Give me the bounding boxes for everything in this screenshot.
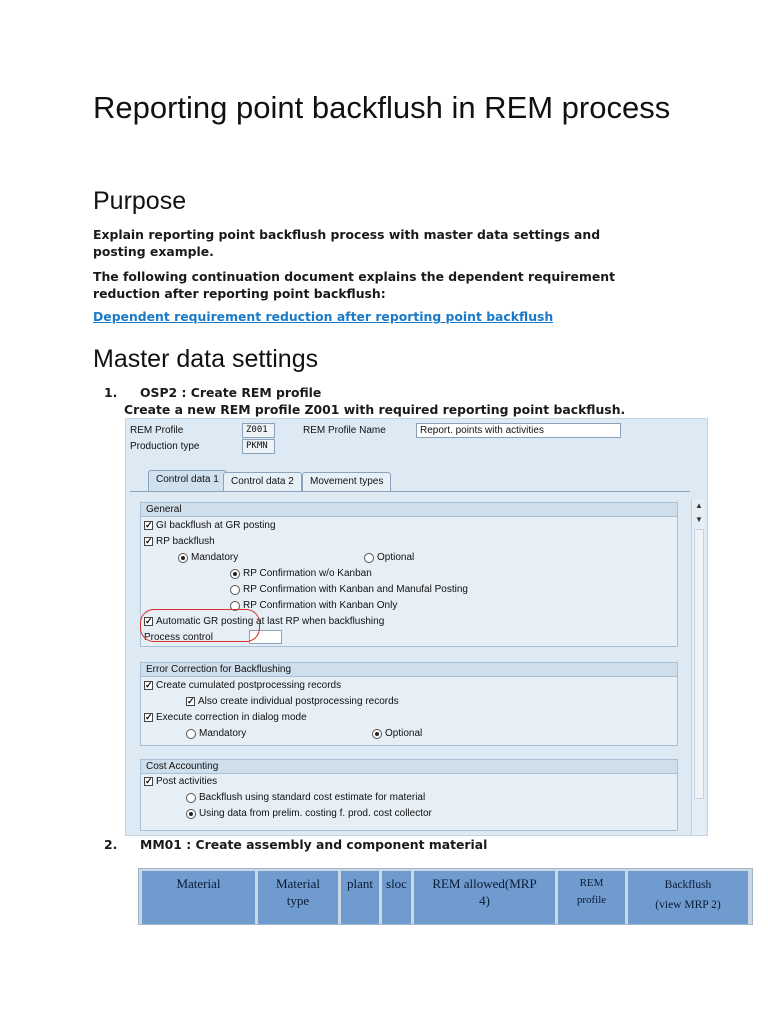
checkbox-checked-icon[interactable]: ✓ — [145, 776, 153, 786]
purpose-heading: Purpose — [93, 187, 187, 215]
step-2-text: MM01 : Create assembly and component material — [140, 837, 488, 852]
rp-conf-kanban-manual-option[interactable]: RP Confirmation with Kanban and Manufal Posting — [230, 584, 468, 595]
control-data-panel — [130, 491, 690, 837]
th-rem-allowed: REM allowed(MRP 4) — [414, 871, 555, 924]
master-data-heading: Master data settings — [93, 345, 319, 373]
rp-backflush-option[interactable]: ✓ RP backflush — [145, 536, 215, 547]
std-cost-estimate-option[interactable]: Backflush using standard cost estimate for material — [186, 792, 425, 803]
th-backflush: Backflush (view MRP 2) — [628, 871, 748, 924]
step-1-subtext: Create a new REM profile Z001 with required reporting point backflush. — [124, 402, 626, 417]
step-2-number: 2. — [104, 837, 118, 852]
checkbox-checked-icon[interactable]: ✓ — [145, 680, 153, 690]
th-rem-profile: REM profile — [558, 871, 625, 924]
tab-movement-types[interactable]: Movement types — [302, 472, 391, 491]
checkbox-checked-icon[interactable]: ✓ — [145, 520, 153, 530]
error-correction-heading: Error Correction for Backflushing — [141, 663, 677, 677]
checkbox-checked-icon[interactable]: ✓ — [145, 616, 153, 626]
cost-accounting-heading: Cost Accounting — [141, 760, 677, 774]
annotation-circle — [140, 609, 260, 642]
production-type-field[interactable]: PKMN — [242, 439, 275, 454]
radio-unselected-icon[interactable] — [230, 585, 240, 595]
vertical-scrollbar[interactable] — [691, 499, 705, 835]
rp-optional-option[interactable]: Optional — [364, 552, 414, 563]
checkbox-checked-icon[interactable]: ✓ — [187, 696, 195, 706]
checkbox-checked-icon[interactable]: ✓ — [145, 536, 153, 546]
checkbox-checked-icon[interactable]: ✓ — [145, 712, 153, 722]
rem-profile-field[interactable]: Z001 — [242, 423, 275, 438]
th-sloc: sloc — [382, 871, 411, 924]
rem-profile-name-label: REM Profile Name — [303, 425, 386, 436]
rp-conf-kanban-only-option[interactable]: RP Confirmation with Kanban Only — [230, 600, 397, 611]
production-type-label: Production type — [130, 441, 200, 452]
purpose-paragraph-2: The following continuation document explains the dependent requirement reduction after reporting point backflush: — [93, 269, 616, 301]
cumulated-records-option[interactable]: ✓ Create cumulated postprocessing records — [145, 680, 342, 691]
execute-correction-option[interactable]: ✓ Execute correction in dialog mode — [145, 712, 307, 723]
scroll-up-icon[interactable]: ▲ — [695, 501, 703, 510]
radio-selected-icon[interactable] — [372, 729, 382, 739]
rp-conf-wo-kanban-option[interactable]: RP Confirmation w/o Kanban — [230, 568, 372, 579]
tab-control-data-1[interactable]: Control data 1 — [148, 470, 227, 491]
radio-unselected-icon[interactable] — [364, 553, 374, 563]
process-control-label: Process control — [144, 632, 213, 643]
th-material-type: Material type — [258, 871, 338, 924]
scroll-thumb[interactable] — [694, 529, 704, 799]
scroll-down-icon[interactable]: ▼ — [695, 515, 703, 524]
auto-gr-option[interactable]: ✓ Automatic GR posting at last RP when backflushing — [145, 616, 385, 627]
gi-backflush-option[interactable]: ✓ GI backflush at GR posting — [145, 520, 276, 531]
radio-selected-icon[interactable] — [178, 553, 188, 563]
individual-records-option[interactable]: ✓ Also create individual postprocessing records — [187, 696, 399, 707]
purpose-paragraph-1: Explain reporting point backflush process with master data settings and posting example. — [93, 227, 601, 259]
prelim-costing-option[interactable]: Using data from prelim. costing f. prod. cost collector — [186, 808, 432, 819]
step-1-number: 1. — [104, 385, 118, 400]
general-heading: General — [141, 503, 677, 517]
th-material: Material — [142, 871, 255, 924]
radio-unselected-icon[interactable] — [186, 793, 196, 803]
post-activities-option[interactable]: ✓ Post activities — [145, 776, 218, 787]
dependent-requirement-link[interactable]: Dependent requirement reduction after reporting point backflush — [93, 309, 554, 324]
radio-selected-icon[interactable] — [230, 569, 240, 579]
radio-unselected-icon[interactable] — [186, 729, 196, 739]
correction-optional-option[interactable]: Optional — [372, 728, 422, 739]
material-table — [138, 868, 753, 925]
radio-selected-icon[interactable] — [186, 809, 196, 819]
sap-rem-profile-screenshot — [125, 418, 708, 836]
th-plant: plant — [341, 871, 379, 924]
document-title: Reporting point backflush in REM process — [93, 90, 671, 125]
rem-profile-label: REM Profile — [130, 425, 184, 436]
rem-profile-name-field[interactable]: Report. points with activities — [416, 423, 621, 438]
step-1-text: OSP2 : Create REM profile — [140, 385, 322, 400]
tab-control-data-2[interactable]: Control data 2 — [223, 472, 302, 491]
correction-mandatory-option[interactable]: Mandatory — [186, 728, 246, 739]
rp-mandatory-option[interactable]: Mandatory — [178, 552, 238, 563]
